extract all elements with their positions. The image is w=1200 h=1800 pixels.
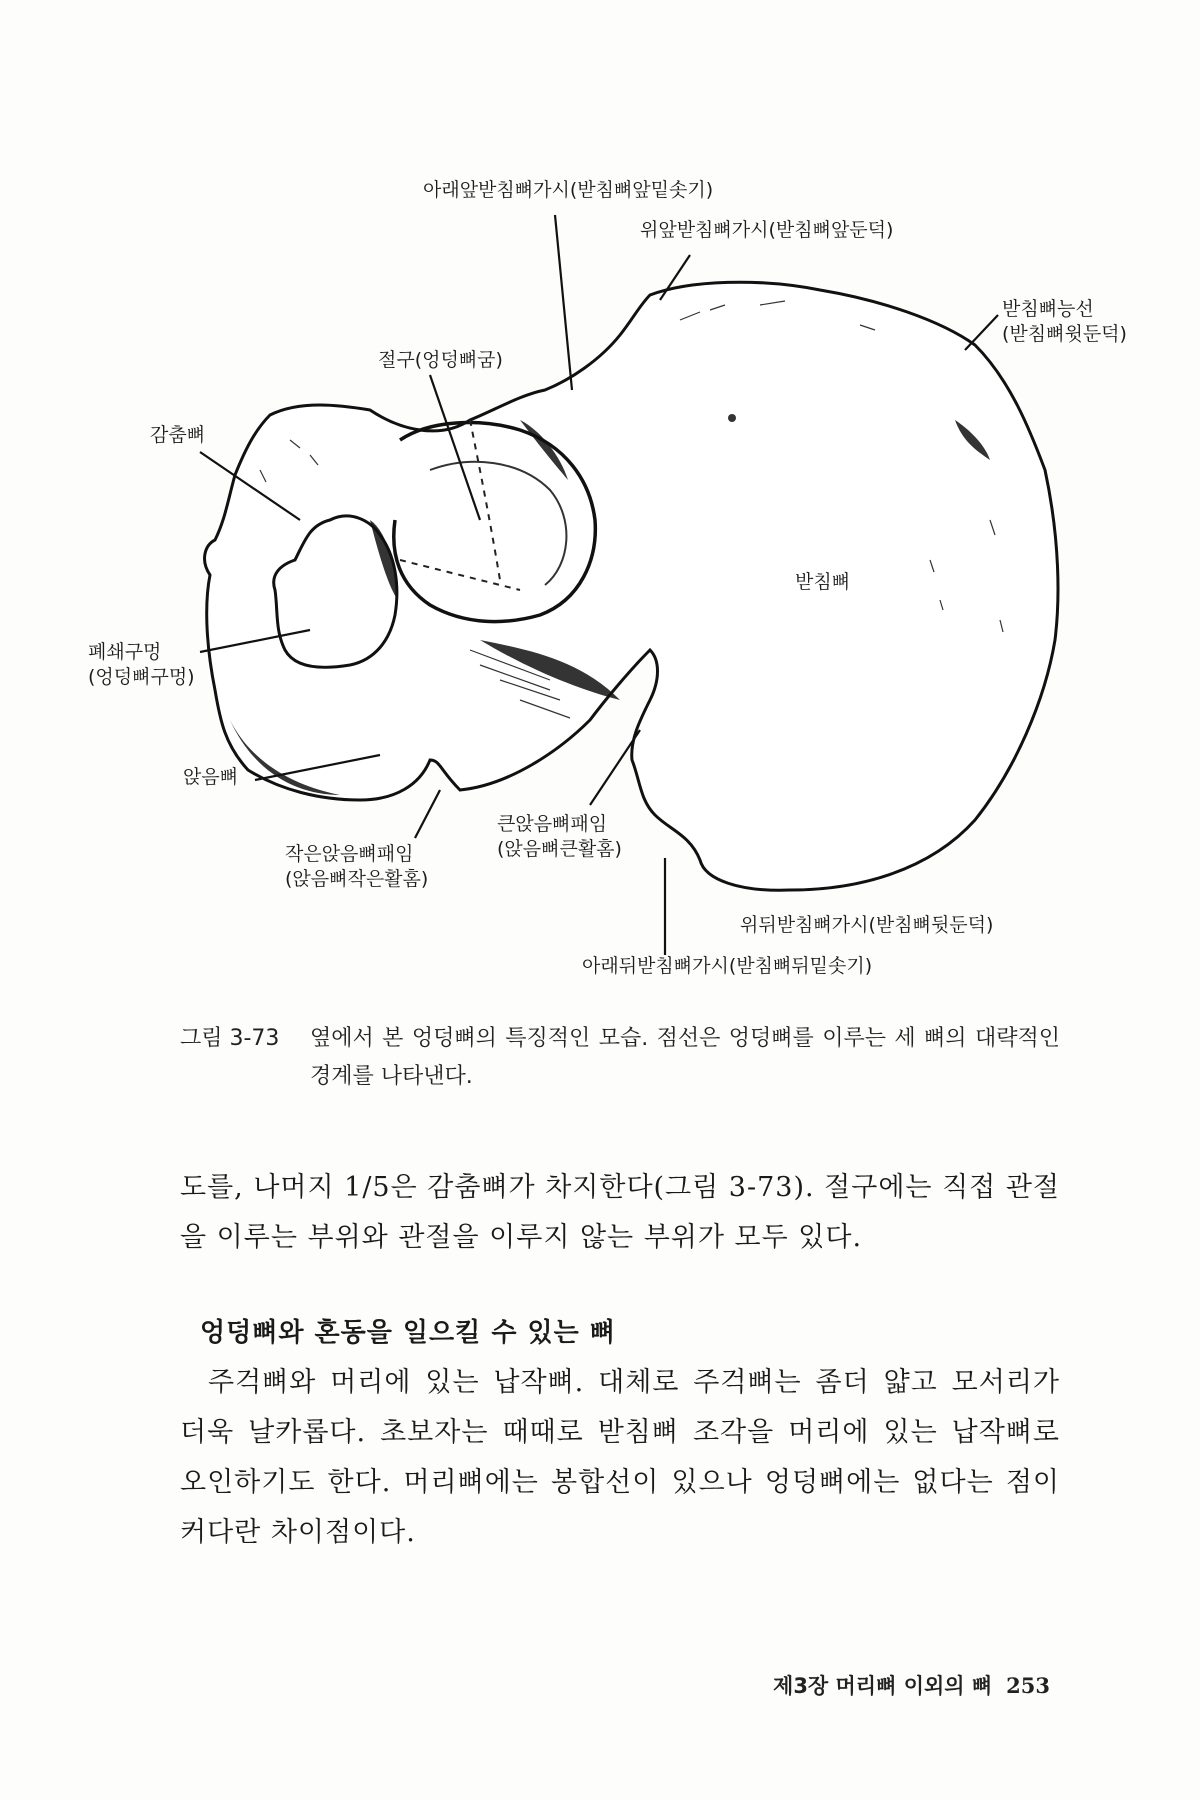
figure-caption-text: 옆에서 본 엉덩뼈의 특징적인 모습. 점선은 엉덩뼈를 이루는 세 뼈의 대략적인 경계를 나타낸다. <box>310 1026 1060 1089</box>
label-ischium: 앉음뼈 <box>183 766 239 788</box>
label-greater-sciatic-notch <box>497 812 622 862</box>
figure-number: 그림 3-73 <box>180 1026 280 1051</box>
label-lesser-notch-line1: 작은앉음뼈패임 <box>285 843 414 865</box>
label-iliac-crest-line2: (받침뼈윗둔덕) <box>1002 323 1127 345</box>
label-piis: 아래뒤받침뼈가시(받침뼈뒤밑솟기) <box>582 955 873 977</box>
figure-caption <box>180 1020 1060 1096</box>
label-iliac-crest <box>1002 297 1127 347</box>
label-obturator-line2: (엉덩뼈구멍) <box>88 666 195 688</box>
label-lesser-sciatic-notch <box>285 842 428 892</box>
label-psis: 위뒤받침뼈가시(받침뼈뒷둔덕) <box>740 914 994 936</box>
label-obturator-line1: 폐쇄구멍 <box>88 641 162 663</box>
label-aiis: 아래앞받침뼈가시(받침뼈앞밑솟기) <box>423 179 714 201</box>
label-ilium: 받침뼈 <box>795 571 851 593</box>
page-number: 253 <box>1006 1673 1050 1698</box>
label-obturator-foramen <box>88 640 195 690</box>
label-asis: 위앞받침뼈가시(받침뼈앞둔덕) <box>640 219 894 241</box>
label-lesser-notch-line2: (앉음뼈작은활홈) <box>285 868 429 890</box>
label-greater-notch-line2: (앉음뼈큰활홈) <box>497 838 622 860</box>
chapter-title: 제3장 머리뼈 이외의 뼈 <box>773 1674 993 1698</box>
body-paragraph: 주걱뼈와 머리에 있는 납작뼈. 대체로 주걱뼈는 좀더 얇고 모서리가 더욱 날카롭다. 초보자는 때때로 받침뼈 조각을 머리에 있는 납작뼈로 오인하기도 한다. 머리뼈에는 봉합선이 있으나 엉덩뼈에는 없다는 점이 커다란 차이점이다. <box>180 1367 1060 1548</box>
page-footer <box>773 1670 1050 1700</box>
label-iliac-crest-line1: 받침뼈능선 <box>1002 298 1094 320</box>
label-acetabulum: 절구(엉덩뼈굼) <box>378 349 503 371</box>
section-heading: 엉덩뼈와 혼동을 일으킬 수 있는 뼈 <box>200 1318 616 1348</box>
label-pubis: 감춤뼈 <box>150 424 206 446</box>
body-paragraph: 도를, 나머지 1/5은 감춤뼈가 차지한다(그림 3-73). 절구에는 직접 관절을 이루는 부위와 관절을 이루지 않는 부위가 모두 있다. <box>180 1172 1060 1253</box>
label-greater-notch-line1: 큰앉음뼈패임 <box>497 813 608 835</box>
